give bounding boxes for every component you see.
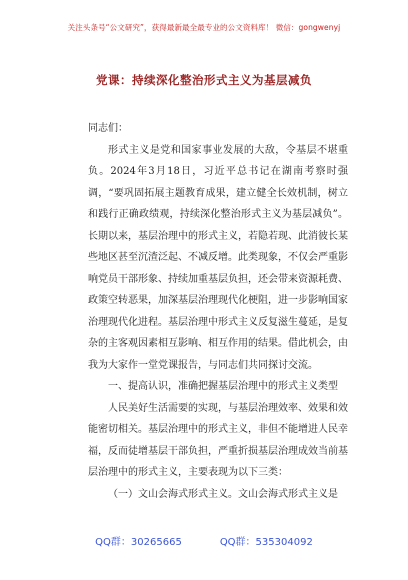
footer: [0, 533, 408, 548]
document-body: [88, 118, 348, 505]
paragraph-section-1: 人民美好生活需要的实现，与基层治理效率、效果和效能密切相关。基层治理中的形式主义，非但不能增进人民幸福，反而徒增基层干部负担，严重折损基层治理成效当前基层治理中的形式主义，主要表现为以下三类：: [88, 402, 348, 478]
paragraph-intro: 形式主义是党和国家事业发展的大敌，令基层不堪重负。2024年3月18日，习近平总书记在湖南考察时强调，“要巩固拓展主题教育成果，建立健全长效机制，树立和践行正确政绩观，持续深化整治形式主义为基层减负”。长期以来，基层治理中的形式主义，若隐若现、此消彼长某些地区甚至沉渣泛起、不减反增。此类现象，不仅会严重影响党员干部形象、持续加重基层负担，还会带来资源耗费、政策空转恶果，加深基层治理现代化梗阻，进一步影响国家治理现代化进程。基层治理中形式主义反复滋生蔓延，是复杂的主客观因素相互影响、相互作用的结果。借此机会，由我为大家作一堂党课报告，与同志们共同探讨交流。: [88, 144, 348, 371]
header-notice: 关注头条号“公文研究”，获得最新最全最专业的公文资料库！ 微信：gongwenyj: [67, 23, 341, 32]
section-heading: 一、提高认识，准确把握基层治理中的形式主义类型: [108, 381, 338, 392]
qq-group-2: QQ群：535304092: [219, 537, 313, 548]
sub-heading: （一）文山会海式形式主义。文山会海式形式主义是: [108, 488, 338, 500]
greeting: 同志们：: [88, 123, 128, 134]
qq-group-1: QQ群：30265665: [95, 537, 182, 548]
document-title: 党课：持续深化整治形式主义为基层减负: [96, 73, 312, 87]
